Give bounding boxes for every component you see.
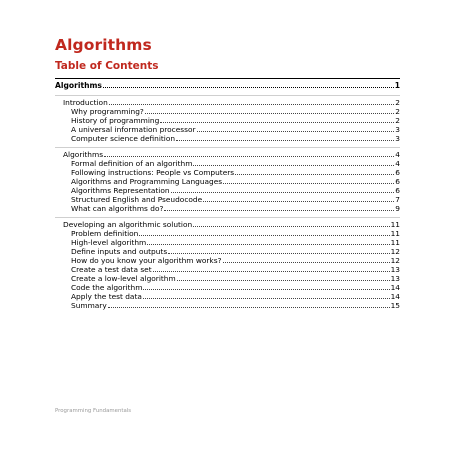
toc-leader-dots bbox=[139, 229, 389, 236]
toc-entry-text: Define inputs and outputs bbox=[71, 247, 168, 256]
toc-section-group bbox=[55, 147, 400, 213]
document-title: Algorithms bbox=[55, 36, 152, 54]
toc-entry-page: 4 bbox=[395, 150, 400, 159]
toc-subsection-entry[interactable] bbox=[55, 186, 400, 195]
toc-leader-dots bbox=[108, 301, 390, 308]
toc-entry-page: 2 bbox=[395, 116, 400, 125]
toc-entry-text: History of programming bbox=[71, 116, 160, 125]
toc-entry-page: 2 bbox=[395, 98, 400, 107]
toc-entry-text: Why programming? bbox=[71, 107, 144, 116]
toc-entry-text: Following instructions: People vs Computers bbox=[71, 168, 235, 177]
toc-leader-dots bbox=[145, 107, 394, 114]
toc-entry-page: 12 bbox=[390, 247, 400, 256]
toc-section-group bbox=[55, 95, 400, 143]
page-footer: Programming Fundamentals bbox=[55, 408, 132, 414]
toc-leader-dots bbox=[164, 204, 394, 211]
toc-entry-page: 3 bbox=[395, 134, 400, 143]
toc-leader-dots bbox=[104, 150, 394, 157]
toc-entry-text: Apply the test data bbox=[71, 292, 142, 301]
toc-entry-text: Formal definition of an algorithm bbox=[71, 159, 193, 168]
toc-entry-page: 11 bbox=[390, 238, 400, 247]
toc-subsection-entry[interactable] bbox=[55, 229, 400, 238]
toc-entry-page: 6 bbox=[395, 186, 400, 195]
toc-subsection-entry[interactable] bbox=[55, 168, 400, 177]
toc-entry-page: 11 bbox=[390, 229, 400, 238]
toc-entry-text: Algorithms and Programming Languages bbox=[71, 177, 223, 186]
toc-entry-text: Developing an algorithmic solution bbox=[63, 220, 193, 229]
toc-entry-page: 2 bbox=[395, 107, 400, 116]
toc-leader-dots bbox=[177, 274, 390, 281]
toc-entry-text: Problem definition bbox=[71, 229, 139, 238]
toc-leader-dots bbox=[168, 247, 389, 254]
toc-leader-dots bbox=[171, 186, 395, 193]
toc-entry-page: 6 bbox=[395, 177, 400, 186]
toc-leader-dots bbox=[147, 238, 389, 245]
toc-entry-text: Algorithms bbox=[55, 81, 102, 90]
toc-subsection-entry[interactable] bbox=[55, 107, 400, 116]
toc-entry-text: How do you know your algorithm works? bbox=[71, 256, 222, 265]
toc-subsection-entry[interactable] bbox=[55, 274, 400, 283]
toc-entry-page: 7 bbox=[395, 195, 400, 204]
toc-entry-text: What can algorithms do? bbox=[71, 204, 164, 213]
toc-entry-text: Create a low-level algorithm bbox=[71, 274, 176, 283]
toc-leader-dots bbox=[176, 134, 394, 141]
toc-entry-page: 12 bbox=[390, 256, 400, 265]
toc-section-group bbox=[55, 217, 400, 310]
toc-entry-text: Structured English and Pseudocode bbox=[71, 195, 203, 204]
toc-entry-page: 14 bbox=[390, 283, 400, 292]
toc-leader-dots bbox=[153, 265, 390, 272]
toc-entry-page: 3 bbox=[395, 125, 400, 134]
toc-section-entry[interactable] bbox=[55, 150, 400, 159]
toc-entry-page: 11 bbox=[390, 220, 400, 229]
toc-subsection-entry[interactable] bbox=[55, 116, 400, 125]
toc-leader-dots bbox=[160, 116, 394, 123]
toc-subsection-entry[interactable] bbox=[55, 238, 400, 247]
toc-leader-dots bbox=[223, 256, 390, 263]
toc-entry-text: Summary bbox=[71, 301, 107, 310]
toc-entry-page: 13 bbox=[390, 274, 400, 283]
toc-entry-text: Introduction bbox=[63, 98, 108, 107]
toc-subsection-entry[interactable] bbox=[55, 301, 400, 310]
toc-subsection-entry[interactable] bbox=[55, 134, 400, 143]
toc-leader-dots bbox=[203, 195, 394, 202]
toc-subsection-entry[interactable] bbox=[55, 125, 400, 134]
toc-subsection-entry[interactable] bbox=[55, 265, 400, 274]
toc-entry-page: 13 bbox=[390, 265, 400, 274]
toc-entry-page: 9 bbox=[395, 204, 400, 213]
toc-entry-text: Algorithms Representation bbox=[71, 186, 170, 195]
toc-subsection-entry[interactable] bbox=[55, 159, 400, 168]
toc-entry-text: Algorithms bbox=[63, 150, 104, 159]
toc-entry-page: 14 bbox=[390, 292, 400, 301]
toc-leader-dots bbox=[143, 292, 390, 299]
toc-subsection-entry[interactable] bbox=[55, 247, 400, 256]
toc-leader-dots bbox=[197, 125, 395, 132]
toc-entry-page: 15 bbox=[390, 301, 400, 310]
toc-entry-text: Create a test data set bbox=[71, 265, 152, 274]
toc-subsection-entry[interactable] bbox=[55, 195, 400, 204]
toc-subsection-entry[interactable] bbox=[55, 204, 400, 213]
toc-subsection-entry[interactable] bbox=[55, 283, 400, 292]
toc-entry-text: A universal information processor bbox=[71, 125, 196, 134]
toc-entry-page: 6 bbox=[395, 168, 400, 177]
toc-entry-algorithms[interactable] bbox=[55, 80, 400, 91]
toc-section-entry[interactable] bbox=[55, 220, 400, 229]
toc-entry-page: 1 bbox=[394, 81, 400, 90]
toc-leader-dots bbox=[193, 220, 389, 227]
toc-entry-text: High-level algorithm bbox=[71, 238, 147, 247]
toc-leader-dots bbox=[235, 168, 394, 175]
toc-section-entry[interactable] bbox=[55, 98, 400, 107]
toc-subsection-entry[interactable] bbox=[55, 292, 400, 301]
table-of-contents bbox=[55, 78, 400, 310]
toc-leader-dots bbox=[103, 81, 394, 88]
toc-leader-dots bbox=[143, 283, 389, 290]
toc-heading: Table of Contents bbox=[55, 60, 159, 72]
toc-subsection-entry[interactable] bbox=[55, 256, 400, 265]
toc-entry-text: Code the algorithm bbox=[71, 283, 143, 292]
toc-leader-dots bbox=[223, 177, 394, 184]
toc-subsection-entry[interactable] bbox=[55, 177, 400, 186]
toc-leader-dots bbox=[109, 98, 395, 105]
toc-entry-page: 4 bbox=[395, 159, 400, 168]
toc-leader-dots bbox=[193, 159, 394, 166]
toc-sections bbox=[55, 95, 400, 310]
toc-entry-text: Computer science definition bbox=[71, 134, 176, 143]
